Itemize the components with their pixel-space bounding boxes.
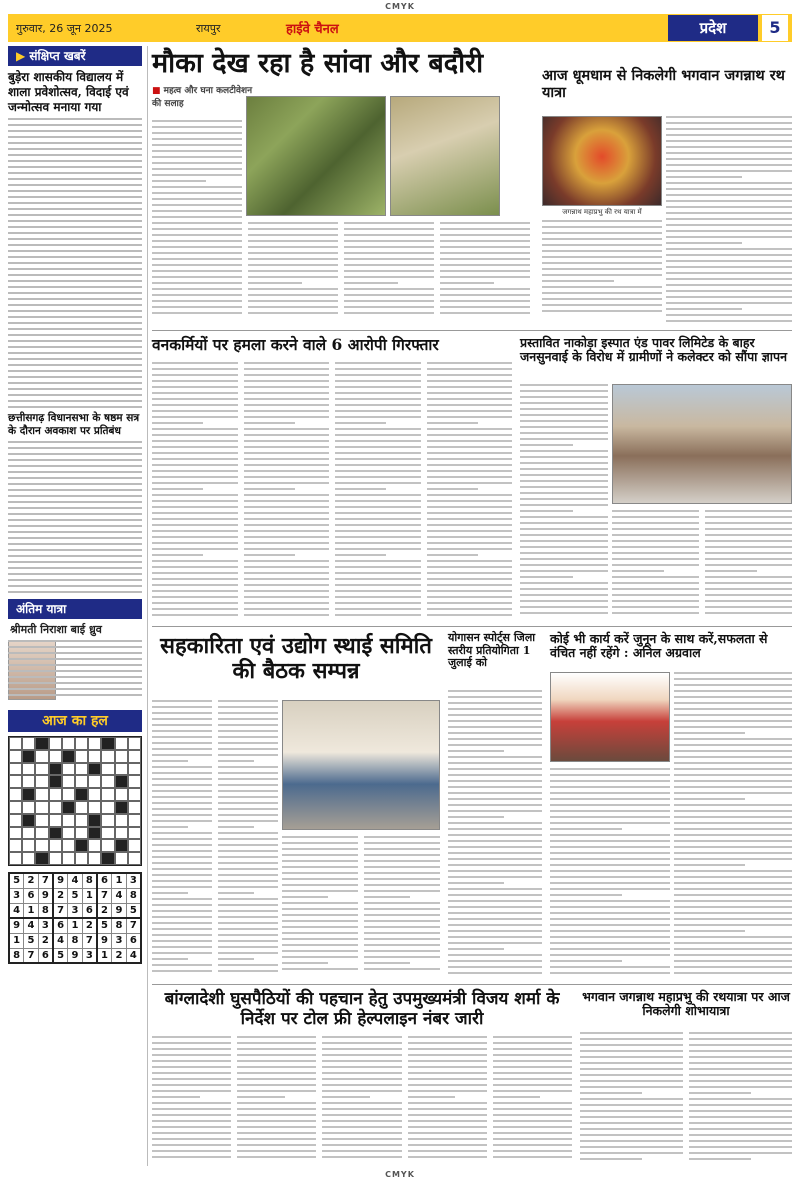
forest-headline: वनकर्मियों पर हमला करने वाले 6 आरोपी गिरफ्तार <box>152 335 439 354</box>
briefs-title: ▶ संक्षिप्त खबरें <box>8 46 142 66</box>
sudoku-cell: 1 <box>97 948 112 963</box>
sudoku-cell: 2 <box>24 873 39 888</box>
rath-headline: आज धूमधाम से निकलेगी भगवान जगन्नाथ रथ यात्रा <box>542 67 785 101</box>
sudoku-cell: 2 <box>97 903 112 918</box>
sudoku-cell: 4 <box>112 888 127 903</box>
brief-2-text <box>8 441 142 593</box>
shobha-story <box>580 990 792 1019</box>
obituary-title: अंतिम यात्रा <box>8 599 142 619</box>
sudoku-cell: 3 <box>82 948 97 963</box>
rath-text-right <box>666 116 792 326</box>
agrawal-headline: कोई भी कार्य करें जुनून के साथ करें,सफलता से वंचित नहीं रहेंगे : अनिल अग्रवाल <box>550 631 768 661</box>
sudoku-cell: 3 <box>112 933 127 948</box>
sudoku-cell: 9 <box>68 948 83 963</box>
issue-date: गुरुवार, 26 जून 2025 <box>16 22 113 35</box>
steel-headline: प्रस्तावित नाकोड़ा इस्पात एंड पावर लिमिटेड के बाहर जनसुनवाई के विरोध में ग्रामीणों ने कलेक्टर को सौंपा ज्ञापन <box>520 335 788 365</box>
yoga-headline: योगासन स्पोर्ट्स जिला स्तरीय प्रतियोगिता 1 जुलाई को <box>448 631 536 670</box>
bangla-text <box>152 1036 572 1164</box>
section-rule-2 <box>152 626 792 627</box>
sudoku-cell: 2 <box>38 933 53 948</box>
sudoku-cell: 9 <box>53 873 68 888</box>
sudoku-cell: 2 <box>82 918 97 933</box>
sudoku-cell: 4 <box>9 903 24 918</box>
page-header <box>8 14 792 42</box>
sudoku-cell: 6 <box>24 888 39 903</box>
brief-2-headline: छत्तीसगढ़ विधानसभा के षष्ठम सत्र के दौरान अवकाश पर प्रतिबंध <box>8 412 140 437</box>
brief-1-text <box>8 118 142 408</box>
sudoku-cell: 4 <box>24 918 39 933</box>
sudoku-cell: 3 <box>9 888 24 903</box>
coop-story <box>152 634 440 685</box>
section-rule <box>152 330 792 331</box>
coop-text-right <box>282 836 440 976</box>
sudoku-cell: 1 <box>82 888 97 903</box>
yoga-text <box>448 690 542 980</box>
sudoku-cell: 2 <box>112 948 127 963</box>
brief-1-headline: बुड़ेरा शासकीय विद्यालय में शाला प्रवेशोत्सव, विदाई एवं जन्मोत्सव मनाया गया <box>8 70 129 114</box>
sudoku-cell: 8 <box>112 918 127 933</box>
agrawal-story <box>550 632 792 661</box>
shobha-headline: भगवान जगन्नाथ महाप्रभु की रथयात्रा पर आज निकलेगी शोभायात्रा <box>582 989 790 1019</box>
sudoku-cell: 9 <box>112 903 127 918</box>
sudoku-cell: 5 <box>68 888 83 903</box>
steel-story <box>520 336 792 365</box>
sudoku-cell: 5 <box>126 903 141 918</box>
crossword-grid <box>8 736 142 866</box>
yoga-story <box>448 632 542 670</box>
steel-text-right <box>612 510 792 620</box>
sudoku-cell: 6 <box>53 918 68 933</box>
meeting-photo <box>282 700 440 830</box>
sudoku-cell: 6 <box>82 903 97 918</box>
lead-text-body <box>152 222 530 322</box>
rath-text-left <box>542 220 662 320</box>
sudoku-cell: 6 <box>38 948 53 963</box>
sudoku-cell: 8 <box>126 888 141 903</box>
section-rule-3 <box>152 984 792 985</box>
agrawal-text-left <box>550 768 670 980</box>
puzzle-title: आज का हल <box>8 710 142 732</box>
sudoku-cell: 1 <box>68 918 83 933</box>
obituary-name: श्रीमती निराशा बाई ध्रुव <box>10 623 102 636</box>
sudoku-cell: 5 <box>9 873 24 888</box>
rath-photo-caption: जगन्नाथ महाप्रभु की रथ यात्रा में <box>562 208 642 216</box>
sudoku-cell: 1 <box>112 873 127 888</box>
bangla-headline: बांग्लादेशी घुसपैठियों की पहचान हेतु उपमुख्यमंत्री विजय शर्मा के निर्देश पर टोल फ्री हेल्पलाइन नंबर जारी <box>164 989 560 1029</box>
sudoku-cell: 7 <box>82 933 97 948</box>
steel-text-left <box>520 384 608 620</box>
edition-city: रायपुर <box>196 22 221 35</box>
lead-headline: मौका देख रहा है सांवा और बदौरी <box>152 48 484 79</box>
print-mark-top: CMYK <box>385 2 415 11</box>
page-number: 5 <box>762 15 788 41</box>
left-column <box>8 46 142 1166</box>
obituary-body <box>8 640 142 704</box>
sudoku-cell: 7 <box>38 873 53 888</box>
sudoku-cell: 2 <box>53 888 68 903</box>
sudoku-cell: 7 <box>126 918 141 933</box>
rath-story <box>542 68 792 101</box>
bangla-story <box>152 990 572 1029</box>
sudoku-cell: 3 <box>126 873 141 888</box>
sudoku-cell: 5 <box>53 948 68 963</box>
sudoku-cell: 3 <box>38 918 53 933</box>
sudoku-cell: 7 <box>53 903 68 918</box>
sudoku-cell: 3 <box>68 903 83 918</box>
sudoku-cell: 7 <box>24 948 39 963</box>
section-name: प्रदेश <box>668 15 758 41</box>
sudoku-cell: 7 <box>97 888 112 903</box>
sudoku-cell: 8 <box>82 873 97 888</box>
coop-headline: सहकारिता एवं उद्योग स्थाई समिति की बैठक सम्पन्न <box>160 633 432 685</box>
coop-text-left <box>152 700 278 980</box>
rath-yatra-photo <box>542 116 662 206</box>
lead-crop-photo <box>246 96 386 216</box>
agrawal-text-right <box>674 672 792 980</box>
sudoku-cell: 6 <box>126 933 141 948</box>
column-divider <box>147 46 148 1166</box>
sudoku-cell: 4 <box>68 873 83 888</box>
lead-byline: ■ महत्व और घना कलटीवेशन की सलाह <box>152 83 262 109</box>
sudoku-cell: 9 <box>97 933 112 948</box>
channel-name: हाईवे चैनल <box>286 22 339 37</box>
sudoku-cell: 6 <box>97 873 112 888</box>
sudoku-cell: 5 <box>97 918 112 933</box>
sudoku-cell: 8 <box>68 933 83 948</box>
protest-photo <box>612 384 792 504</box>
sudoku-cell: 4 <box>53 933 68 948</box>
forest-story <box>152 336 512 354</box>
sudoku-cell: 9 <box>38 888 53 903</box>
sudoku-cell: 5 <box>24 933 39 948</box>
sudoku-cell: 8 <box>38 903 53 918</box>
sudoku-cell: 4 <box>126 948 141 963</box>
sudoku-cell: 1 <box>9 933 24 948</box>
shobha-text <box>580 1032 792 1164</box>
forest-text <box>152 362 512 620</box>
sudoku-grid <box>8 872 142 964</box>
lead-sample-photo <box>390 96 500 216</box>
sudoku-cell: 9 <box>9 918 24 933</box>
sudoku-cell: 8 <box>9 948 24 963</box>
sudoku-cell: 1 <box>24 903 39 918</box>
print-mark-bottom: CMYK <box>385 1170 415 1179</box>
seminar-photo <box>550 672 670 762</box>
